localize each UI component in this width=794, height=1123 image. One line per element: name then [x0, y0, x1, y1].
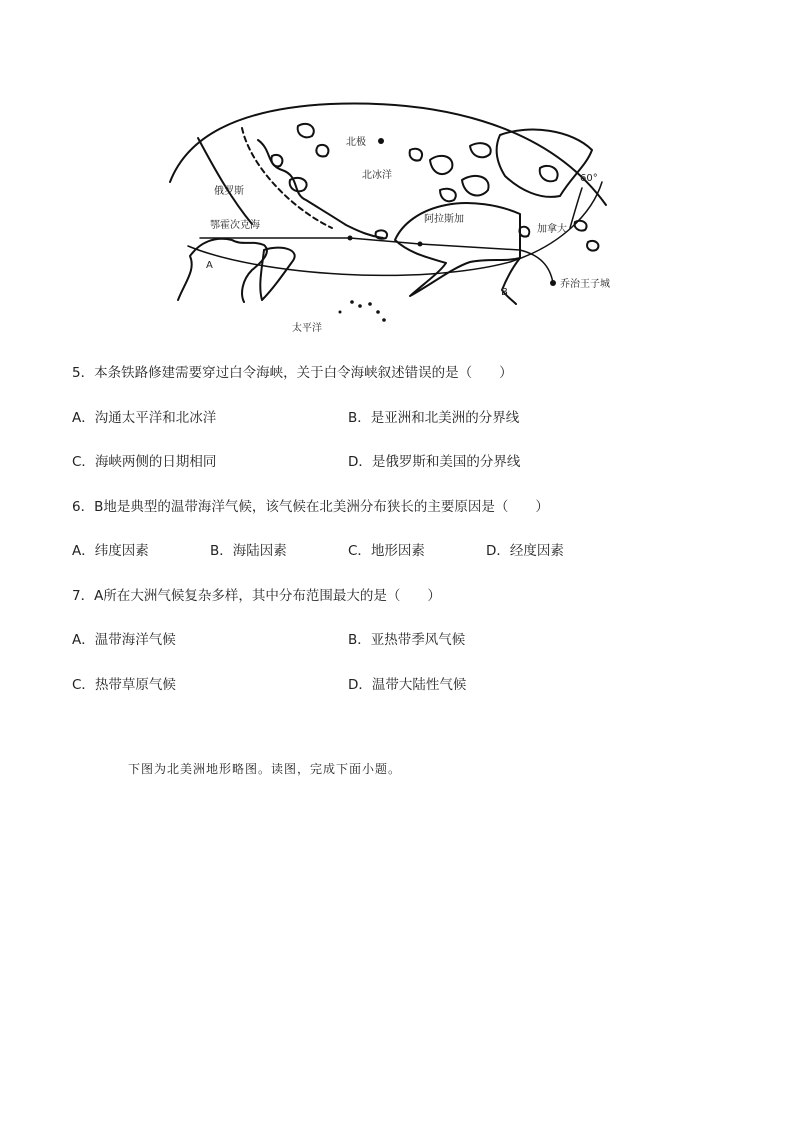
label-prince-george: 乔治王子城	[560, 279, 610, 290]
option-text: 经度因素	[509, 543, 564, 559]
label-pacific-ocean: 太平洋	[292, 323, 322, 334]
arctic-island	[575, 221, 587, 231]
dashed-meridian	[242, 128, 332, 228]
option-text: 沟通太平洋和北冰洋	[94, 410, 217, 426]
meridian-line	[198, 138, 252, 224]
option-label: D．	[348, 454, 372, 470]
q6-option-c[interactable]	[348, 542, 425, 560]
q6-option-a[interactable]	[72, 542, 149, 560]
next-figure-intro: 下图为北美洲地形略图。读图，完成下面小题。	[128, 762, 402, 776]
q7-option-b[interactable]	[348, 631, 465, 649]
q5-option-c[interactable]	[72, 453, 216, 471]
q7-option-a[interactable]	[72, 631, 176, 649]
label-okhotsk-sea: 鄂霍次克海	[210, 220, 260, 231]
q5-option-b[interactable]	[348, 409, 519, 427]
q5-option-a[interactable]	[72, 409, 216, 427]
option-text: 是亚洲和北美洲的分界线	[370, 410, 520, 426]
greenland-coast	[497, 130, 592, 197]
arctic-island	[410, 149, 422, 161]
option-text: 是俄罗斯和美国的分界线	[371, 454, 521, 470]
option-text: 地形因素	[370, 543, 425, 559]
option-label: C．	[72, 677, 95, 693]
option-text: 温带大陆性气候	[371, 677, 467, 693]
question-stem: A所在大洲气候复杂多样，其中分布范围最大的是（ ）	[94, 588, 441, 604]
option-label: B．	[348, 632, 371, 648]
question-stem: B地是典型的温带海洋气候，该气候在北美洲分布狭长的主要原因是（ ）	[94, 499, 549, 515]
option-label: A．	[72, 632, 95, 648]
arctic-island	[462, 176, 489, 196]
question-5	[72, 364, 513, 382]
coastline-russia-east	[178, 239, 267, 302]
option-text: 海峡两侧的日期相同	[94, 454, 217, 470]
question-6	[72, 498, 549, 516]
arctic-island	[430, 156, 452, 174]
label-canada: 加拿大	[537, 224, 567, 235]
label-point-a: A	[206, 260, 213, 271]
question-stem: 本条铁路修建需要穿过白令海峡，关于白令海峡叙述错误的是（ ）	[94, 365, 513, 381]
option-text: 热带草原气候	[94, 677, 176, 693]
option-label: C．	[72, 454, 95, 470]
arctic-island	[540, 166, 558, 181]
q6-option-d[interactable]	[486, 542, 564, 560]
label-alaska: 阿拉斯加	[424, 214, 464, 225]
label-arctic-ocean: 北冰洋	[362, 170, 392, 181]
label-north-pole: 北极	[346, 137, 366, 148]
option-label: D．	[486, 543, 510, 559]
north-pole-dot	[378, 138, 384, 144]
option-label: D．	[348, 677, 372, 693]
bering-railway-map	[0, 0, 794, 340]
q7-option-c[interactable]	[72, 676, 176, 694]
option-label: B．	[348, 410, 371, 426]
arctic-island	[440, 189, 456, 202]
option-text: 温带海洋气候	[94, 632, 176, 648]
q6-option-b[interactable]	[210, 542, 287, 560]
q5-option-d[interactable]	[348, 453, 520, 471]
aleutian-islands	[339, 300, 386, 322]
arctic-island	[290, 178, 307, 191]
q7-option-d[interactable]	[348, 676, 466, 694]
railway-station-dot	[418, 242, 423, 247]
option-label: A．	[72, 410, 95, 426]
railway-station-dot	[348, 236, 353, 241]
label-russia: 俄罗斯	[214, 186, 244, 197]
option-label: B．	[210, 543, 233, 559]
label-point-b: B	[501, 287, 508, 298]
option-text: 海陆因素	[232, 543, 287, 559]
question-number: 6．	[72, 499, 95, 515]
arctic-island	[316, 145, 328, 156]
arctic-island	[298, 124, 314, 137]
option-label: A．	[72, 543, 95, 559]
option-text: 亚热带季风气候	[370, 632, 466, 648]
arctic-island	[470, 143, 491, 157]
question-number: 7．	[72, 588, 95, 604]
option-text: 纬度因素	[94, 543, 149, 559]
arctic-island	[587, 241, 598, 251]
arctic-island	[271, 155, 282, 166]
question-number: 5．	[72, 365, 95, 381]
prince-george-dot	[550, 280, 556, 286]
question-7	[72, 587, 441, 605]
label-latitude-60: 60°	[580, 173, 598, 184]
option-label: C．	[348, 543, 371, 559]
